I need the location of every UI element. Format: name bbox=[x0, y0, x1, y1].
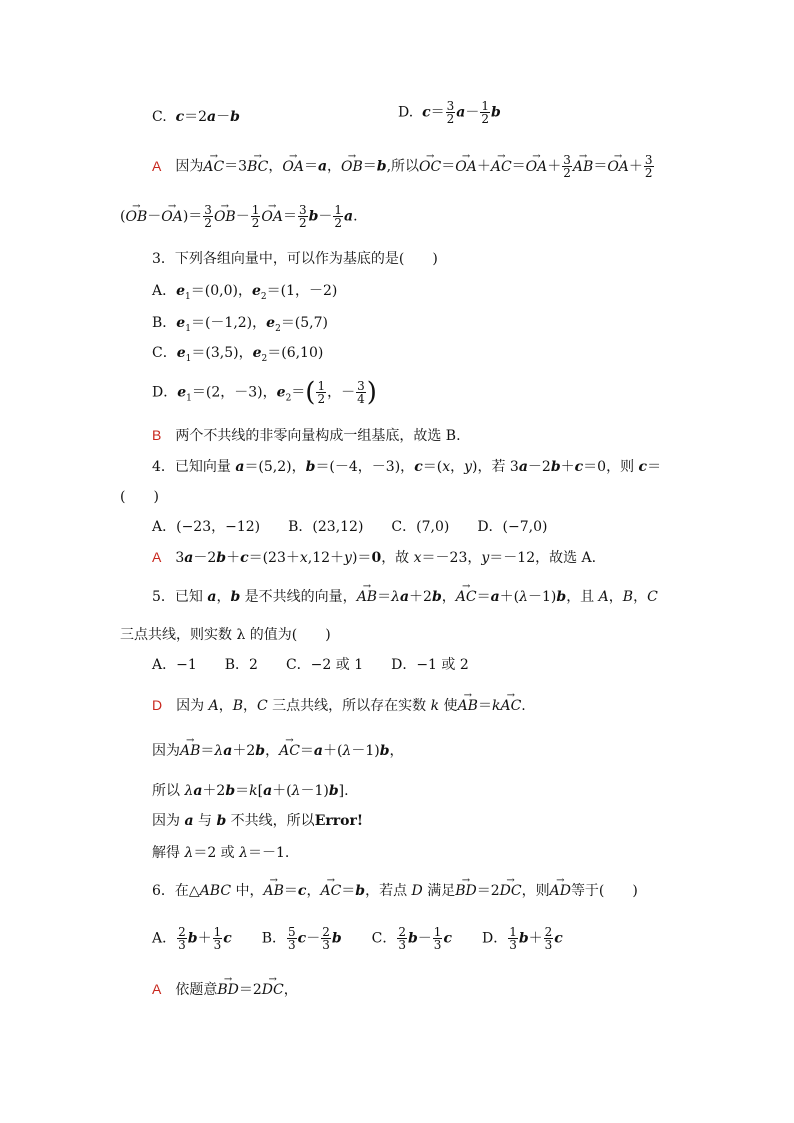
answer-letter: A bbox=[152, 981, 162, 997]
question-4: 4．已知向量 a＝(5,2)，b＝(－4，－3)，c＝(x，y)，若 3a－2b＋c＝0，则 c＝ bbox=[152, 459, 662, 475]
q3-option-a: A．$e_1=(0,0)$，$e_2=(1$，－2) bbox=[152, 283, 338, 302]
q3-solution-text: 两个不共线的非零向量构成一组基底，故选 B. bbox=[175, 428, 461, 444]
solution-2-line2: (→ OB－→ OA)＝ $\frac{3}{2}$ → OB－ $\frac{1}{2}$ → OA＝ $\frac{3}{2}$ b－ $\frac{1}{2}$ a. bbox=[120, 204, 358, 229]
q5-step-3: 因为 a 与 b 不共线，所以Error! bbox=[152, 813, 363, 829]
q4-options: A．(−23，−12) B．(23,12) C．(7,0) D．(−7,0) bbox=[152, 519, 548, 535]
q6-solution: A 依题意→ BD＝2→ DC， bbox=[152, 980, 298, 999]
question-6: 6．在△ABC 中，→ AB＝c，→ AC＝b，若点 D 满足→ BD＝2→ DC，则→ AD等于( ) bbox=[152, 882, 638, 900]
q5-step-2: 所以 λa＋2b＝k[a＋(λ－1)b]. bbox=[152, 783, 349, 799]
answer-letter: D bbox=[152, 697, 163, 713]
question-5: 5．已知 a，b 是不共线的向量，→ AB＝λa＋2b，→ AC＝a＋(λ－1)b，且 A，B，C bbox=[152, 588, 658, 606]
answer-letter: A bbox=[152, 549, 162, 565]
q5-options: A．−1 B．2 C．−2 或 1 D．−1 或 2 bbox=[152, 657, 469, 673]
q3-option-d: D．$e_1=(2$，－3)，$e_2=$( $\frac{1}{2}$ ，－ $\frac{3}{4}$ ) bbox=[152, 377, 377, 408]
option-d-prev: D. c＝ $\frac{3}{2}$ a－ $\frac{1}{2}$ b bbox=[398, 99, 501, 126]
q3-option-b: B．$e_1=(-1,2)$，$e_2=(5,7)$ bbox=[152, 315, 329, 334]
q3-option-c: C．$e_1=(3,5)$，$e_2=(6,10)$ bbox=[152, 345, 324, 364]
answer-letter: A bbox=[152, 157, 162, 174]
question-3: 3．下列各组向量中，可以作为基底的是( ) bbox=[152, 251, 438, 267]
q5-step-1: 因为→ AB＝λa＋2b，→ AC＝a＋(λ－1)b， bbox=[152, 742, 404, 760]
option-c-prev bbox=[152, 108, 240, 126]
prev-option-c: C. c＝2a－b bbox=[152, 109, 240, 125]
q6-options: A． $\frac{2}{3}$ b＋ $\frac{1}{3}$ c B． $\frac{5}{3}$ c－ $\frac{2}{3}$ b C． $\frac{2}{3}$ b－ $\frac{1}{3}$ c D． $\frac{1}{3}$ b＋ $\frac{2}{3}$ c bbox=[152, 925, 563, 952]
q4-solution: A 3a－2b＋c＝(23＋x,12＋y)＝0，故 x＝－23，y＝－12，故选 A. bbox=[152, 549, 597, 566]
solution-2-line1: A 因为→ AC＝3→ BC，→ OA＝a，→ OB＝b,所以→ OC＝→ OA＋→ AC＝→ OA＋ $\frac{3}{2}$ → AB＝→ OA＋ $\frac{3}{2}$ bbox=[152, 154, 655, 179]
question-4-paren: ( ) bbox=[120, 489, 159, 505]
answer-letter: B bbox=[152, 427, 162, 443]
question-5-line2: 三点共线，则实数 λ 的值为( ) bbox=[120, 627, 331, 643]
q5-step-4: 解得 λ＝2 或 λ＝－1. bbox=[152, 845, 290, 861]
q5-solution: D 因为 A，B，C 三点共线，所以存在实数 k 使→ AB＝k→ AC. bbox=[152, 696, 526, 715]
q3-solution bbox=[152, 426, 461, 445]
